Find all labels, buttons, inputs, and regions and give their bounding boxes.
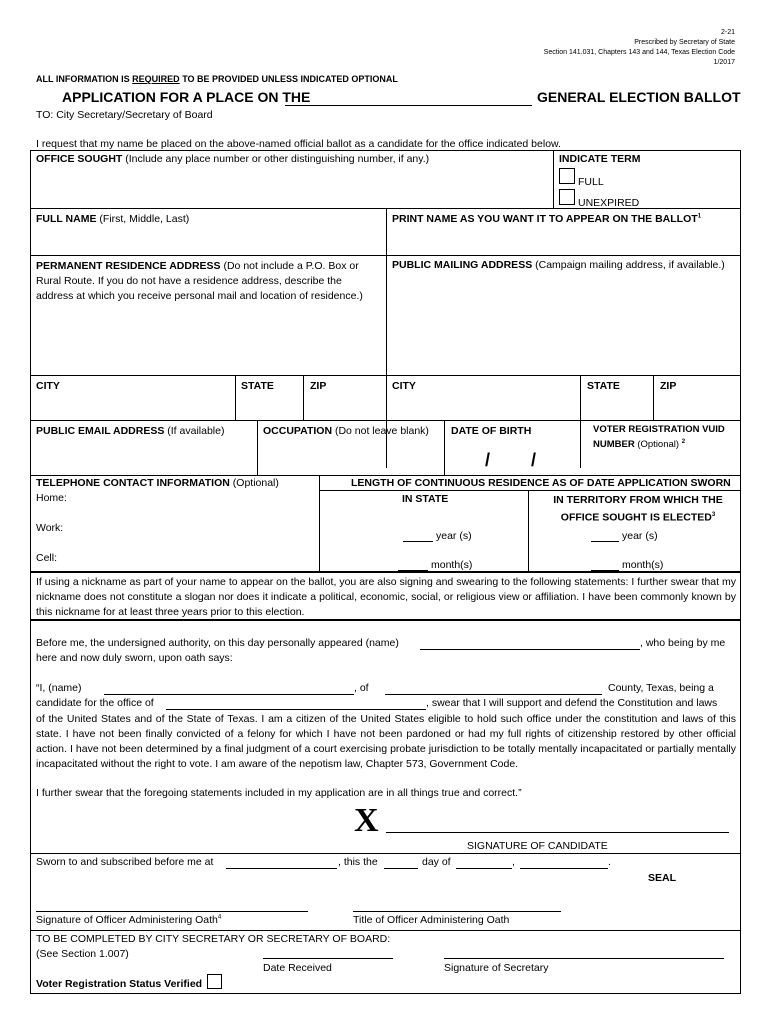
mailing-city-label: CITY <box>392 380 416 392</box>
telephone-label: TELEPHONE CONTACT INFORMATION (Optional) <box>36 477 279 489</box>
secretary-signature-field[interactable] <box>444 958 724 959</box>
sworn-before-text: Sworn to and subscribed before me at <box>36 856 214 868</box>
registration-verified-label: Voter Registration Status Verified <box>36 978 203 990</box>
sworn-this-the: , this the <box>338 856 378 868</box>
nickname-statement: If using a nickname as part of your name to appear on the ballot, you are also signing and swearing to the following statements: I further swear that my nickname does not constitute a slogan nor does it indicate a political, economic, social, or religious view or affiliation. I have been commonly known by this nickname for at least three years prior to this election. <box>36 576 736 618</box>
state-years-label: year (s) <box>436 530 472 542</box>
oath-name-field[interactable] <box>104 682 354 695</box>
email-label: PUBLIC EMAIL ADDRESS (If available) <box>36 425 225 437</box>
dob-separator-2: / <box>531 450 537 470</box>
state-months-field[interactable] <box>398 558 428 571</box>
territory-months-field[interactable] <box>591 558 619 571</box>
sworn-year-field[interactable] <box>520 856 608 869</box>
mailing-zip-label: ZIP <box>660 380 677 392</box>
full-name-label: FULL NAME (First, Middle, Last) <box>36 213 190 225</box>
statute-reference: Section 141.031, Chapters 143 and 144, Texas Election Code <box>543 49 735 56</box>
territory-years-label: year (s) <box>622 530 658 542</box>
to-line: TO: City Secretary/Secretary of Board <box>36 109 213 121</box>
election-name-field[interactable] <box>285 91 532 106</box>
oath-swear-text: , swear that I will support and defend the Constitution and laws <box>426 697 718 709</box>
sworn-day-of: day of <box>422 856 451 868</box>
officer-signature-label: Signature of Officer Administering Oath$^4$ <box>36 914 222 926</box>
indicate-term-label: INDICATE TERM <box>559 153 641 165</box>
territory-months-label: month(s) <box>622 559 664 571</box>
home-phone-label: Home: <box>36 492 67 504</box>
required-notice: ALL INFORMATION IS REQUIRED TO BE PROVIDED UNLESS INDICATED OPTIONAL <box>36 74 398 84</box>
state-years-field[interactable] <box>403 529 433 542</box>
cell-phone-label: Cell: <box>36 552 58 564</box>
secretary-see-section: (See Section 1.007) <box>36 948 129 960</box>
date-received-label: Date Received <box>263 962 332 974</box>
sworn-comma: , <box>512 856 515 868</box>
residence-state-label: STATE <box>241 380 274 392</box>
sworn-location-field[interactable] <box>226 856 337 869</box>
full-term-checkbox[interactable] <box>559 168 575 184</box>
signature-x-mark: X <box>354 802 379 839</box>
unexpired-term-checkbox[interactable] <box>559 189 575 205</box>
sworn-period: . <box>608 856 611 868</box>
revision-date: 1/2017 <box>713 59 735 66</box>
who-being-text: , who being by me <box>640 637 726 649</box>
mailing-state-label: STATE <box>587 380 620 392</box>
officer-title-label: Title of Officer Administering Oath <box>353 914 510 926</box>
state-months-label: month(s) <box>431 559 473 571</box>
date-received-field[interactable] <box>263 958 393 959</box>
dob-separator-1: / <box>485 450 491 470</box>
appeared-name-field[interactable] <box>420 637 640 650</box>
candidate-signature-field[interactable] <box>386 822 729 833</box>
occupation-label: OCCUPATION (Do not leave blank) <box>263 425 429 437</box>
sworn-month-field[interactable] <box>456 856 512 869</box>
vuid-label: VOTER REGISTRATION VUID NUMBER (Optional) $^2$ <box>593 424 725 451</box>
oath-county-field[interactable] <box>385 682 602 695</box>
oath-office-field[interactable] <box>166 697 426 710</box>
work-phone-label: Work: <box>36 522 64 534</box>
oath-of-text: , of <box>354 682 369 694</box>
in-state-label: IN STATE <box>402 493 449 505</box>
residence-address-label: PERMANENT RESIDENCE ADDRESS (Do not include a P.O. Box or Rural Route. If you do not have a residence address, describe the address at which you receive personal mail and location of residence.) <box>36 260 363 302</box>
territory-years-field[interactable] <box>591 529 619 542</box>
officer-title-field[interactable] <box>353 911 561 912</box>
oath-section <box>30 620 741 932</box>
sworn-day-field[interactable] <box>384 856 418 869</box>
oath-county-text: County, Texas, being a <box>608 682 714 694</box>
residence-zip-label: ZIP <box>310 380 327 392</box>
unexpired-term-label: UNEXPIRED <box>578 197 640 209</box>
seal-label: SEAL <box>648 872 677 884</box>
print-name-label: PRINT NAME AS YOU WANT IT TO APPEAR ON THE BALLOT$^1$ <box>392 213 702 225</box>
dob-label: DATE OF BIRTH <box>451 425 532 437</box>
registration-verified-checkbox[interactable] <box>207 974 222 989</box>
secretary-heading: TO BE COMPLETED BY CITY SECRETARY OR SECRETARY OF BOARD: <box>36 933 391 945</box>
mailing-address-label: PUBLIC MAILING ADDRESS (Campaign mailing address, if available.) <box>392 259 725 271</box>
request-line: I request that my name be placed on the above-named official ballot as a candidate for the office indicated below. <box>36 138 561 150</box>
sworn-text: here and now duly sworn, upon oath says: <box>36 652 233 664</box>
oath-i-name: “I, (name) <box>36 682 82 694</box>
residence-city-label: CITY <box>36 380 60 392</box>
oath-body: of the United States and of the State of Texas. I am a citizen of the United States eligible to hold such office under the constitution and laws of this state. I have not been finally convicted of a felony for which I have not been pardoned or had my full rights of citizenship restored by other official action. I have not been determined by a final judgment of a court exercising probate jurisdiction to be totally mentally incapacitated or partially mentally incapacitated without the right to vote. I am aware of the nepotism law, Chapter 573, Government Code. <box>36 713 736 770</box>
territory-label: IN TERRITORY FROM WHICH THE OFFICE SOUGHT IS ELECTED$^3$ <box>553 494 723 524</box>
form-header <box>544 28 735 68</box>
full-term-label: FULL <box>578 176 604 188</box>
form-title-left: APPLICATION FOR A PLACE ON THE <box>62 89 311 105</box>
residence-length-label: LENGTH OF CONTINUOUS RESIDENCE AS OF DATE APPLICATION SWORN <box>351 477 731 489</box>
further-swear-text: I further swear that the foregoing statements included in my application are in all things true and correct.” <box>36 787 522 799</box>
oath-candidate-text: candidate for the office of <box>36 697 154 709</box>
before-me-text: Before me, the undersigned authority, on this day personally appeared (name) <box>36 637 399 649</box>
officer-signature-field[interactable] <box>36 911 308 912</box>
form-number: 2-21 <box>720 29 735 36</box>
office-sought-label: OFFICE SOUGHT (Include any place number or other distinguishing number, if any.) <box>36 153 430 165</box>
form-title-right: GENERAL ELECTION BALLOT <box>537 89 741 105</box>
candidate-signature-label: SIGNATURE OF CANDIDATE <box>467 840 608 852</box>
prescribed-by: Prescribed by Secretary of State <box>634 39 735 46</box>
secretary-signature-label: Signature of Secretary <box>444 962 549 974</box>
